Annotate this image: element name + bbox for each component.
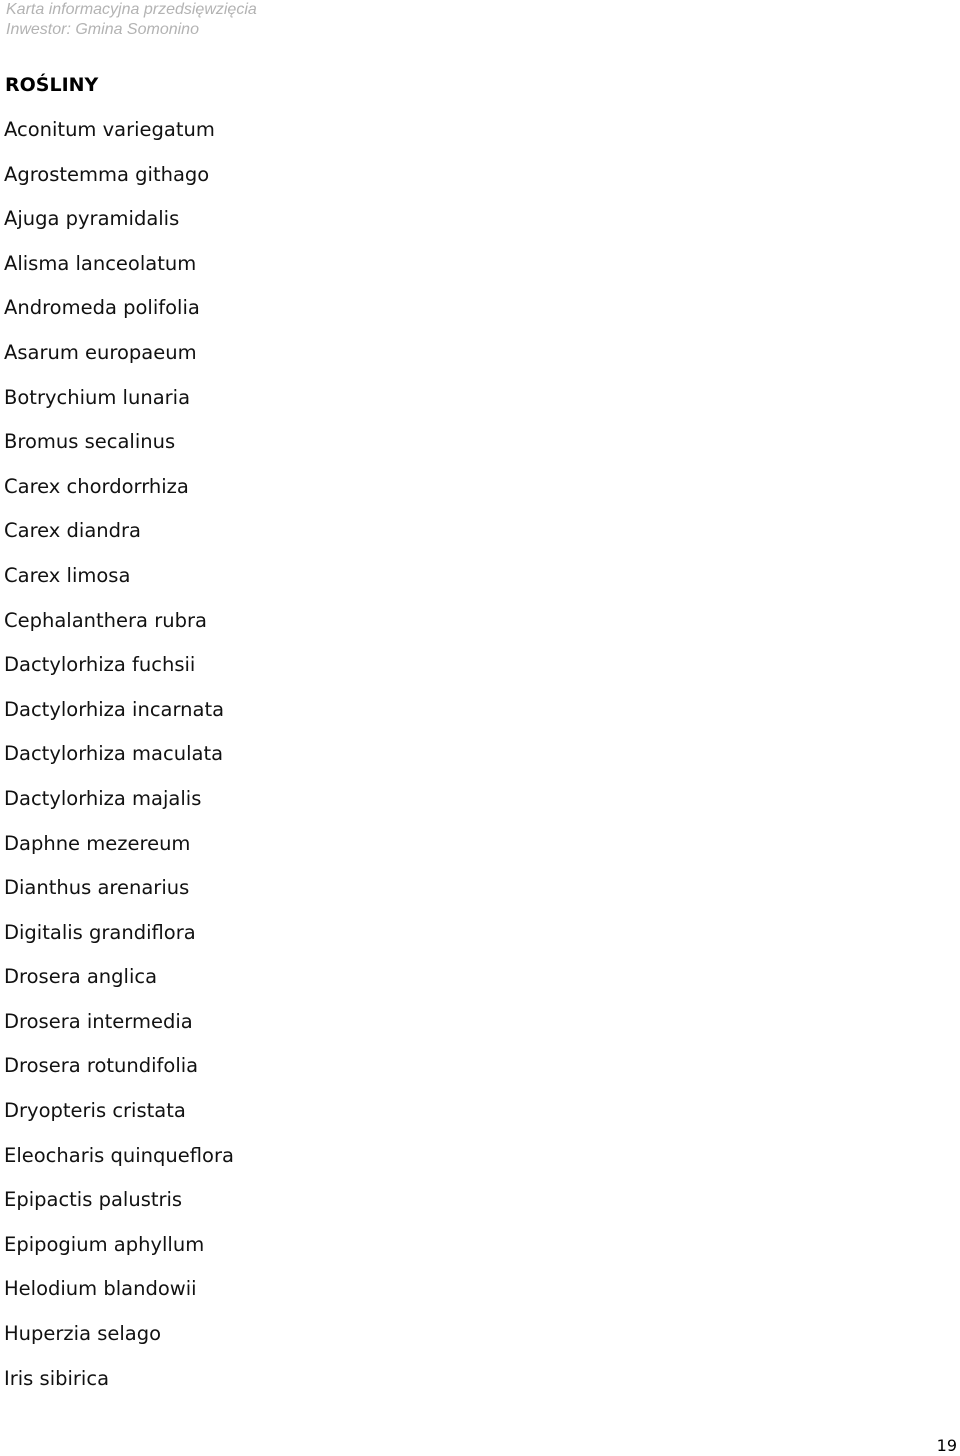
plant-list-item: Aconitum variegatum <box>4 118 215 141</box>
plant-list-item: Drosera anglica <box>4 965 158 989</box>
section-title: ROŚLINY <box>5 74 99 96</box>
plant-list-item: Iris sibirica <box>4 1366 110 1390</box>
plant-list-item: Eleocharis quinqueflora <box>4 1143 234 1167</box>
plant-list-item: Epipactis palustris <box>4 1188 183 1212</box>
plant-list-item: Asarum europaeum <box>4 340 197 364</box>
plant-list-item: Dactylorhiza majalis <box>4 786 202 810</box>
plant-list-item: Cephalanthera rubra <box>4 608 207 632</box>
header-investor: Inwestor: Gmina Somonino <box>6 21 199 38</box>
plant-list-item: Andromeda polifolia <box>4 296 200 320</box>
plant-list-item: Dactylorhiza maculata <box>4 742 224 766</box>
plant-list-item: Dactylorhiza fuchsii <box>4 653 196 677</box>
plant-list-item: Bromus secalinus <box>4 430 176 454</box>
plant-list-item: Ajuga pyramidalis <box>4 207 180 231</box>
plant-list <box>4 117 234 1410</box>
plant-list-item: Carex diandra <box>4 519 141 543</box>
page-number: 19 <box>936 1436 957 1455</box>
plant-list-item: Helodium blandowii <box>4 1277 197 1301</box>
plant-list-item: Drosera rotundifolia <box>4 1054 199 1078</box>
plant-list-item: Daphne mezereum <box>4 831 191 855</box>
plant-list-item: Carex limosa <box>4 563 131 587</box>
header-document-title: Karta informacyjna przedsięwzięcia <box>6 1 257 18</box>
plant-list-item: Epipogium aphyllum <box>4 1232 205 1256</box>
page-header <box>6 0 257 40</box>
plant-list-item: Dactylorhiza incarnata <box>4 697 225 721</box>
plant-list-item: Alisma lanceolatum <box>4 251 197 275</box>
plant-list-item: Agrostemma githago <box>4 162 210 186</box>
plant-list-item: Carex chordorrhiza <box>4 474 189 498</box>
plant-list-item: Drosera intermedia <box>4 1009 193 1033</box>
plant-list-item: Digitalis grandiflora <box>4 920 196 944</box>
plant-list-item: Dianthus arenarius <box>4 876 190 900</box>
plant-list-item: Dryopteris cristata <box>4 1099 186 1123</box>
plant-list-item: Botrychium lunaria <box>4 385 191 409</box>
plant-list-item: Huperzia selago <box>4 1322 162 1346</box>
